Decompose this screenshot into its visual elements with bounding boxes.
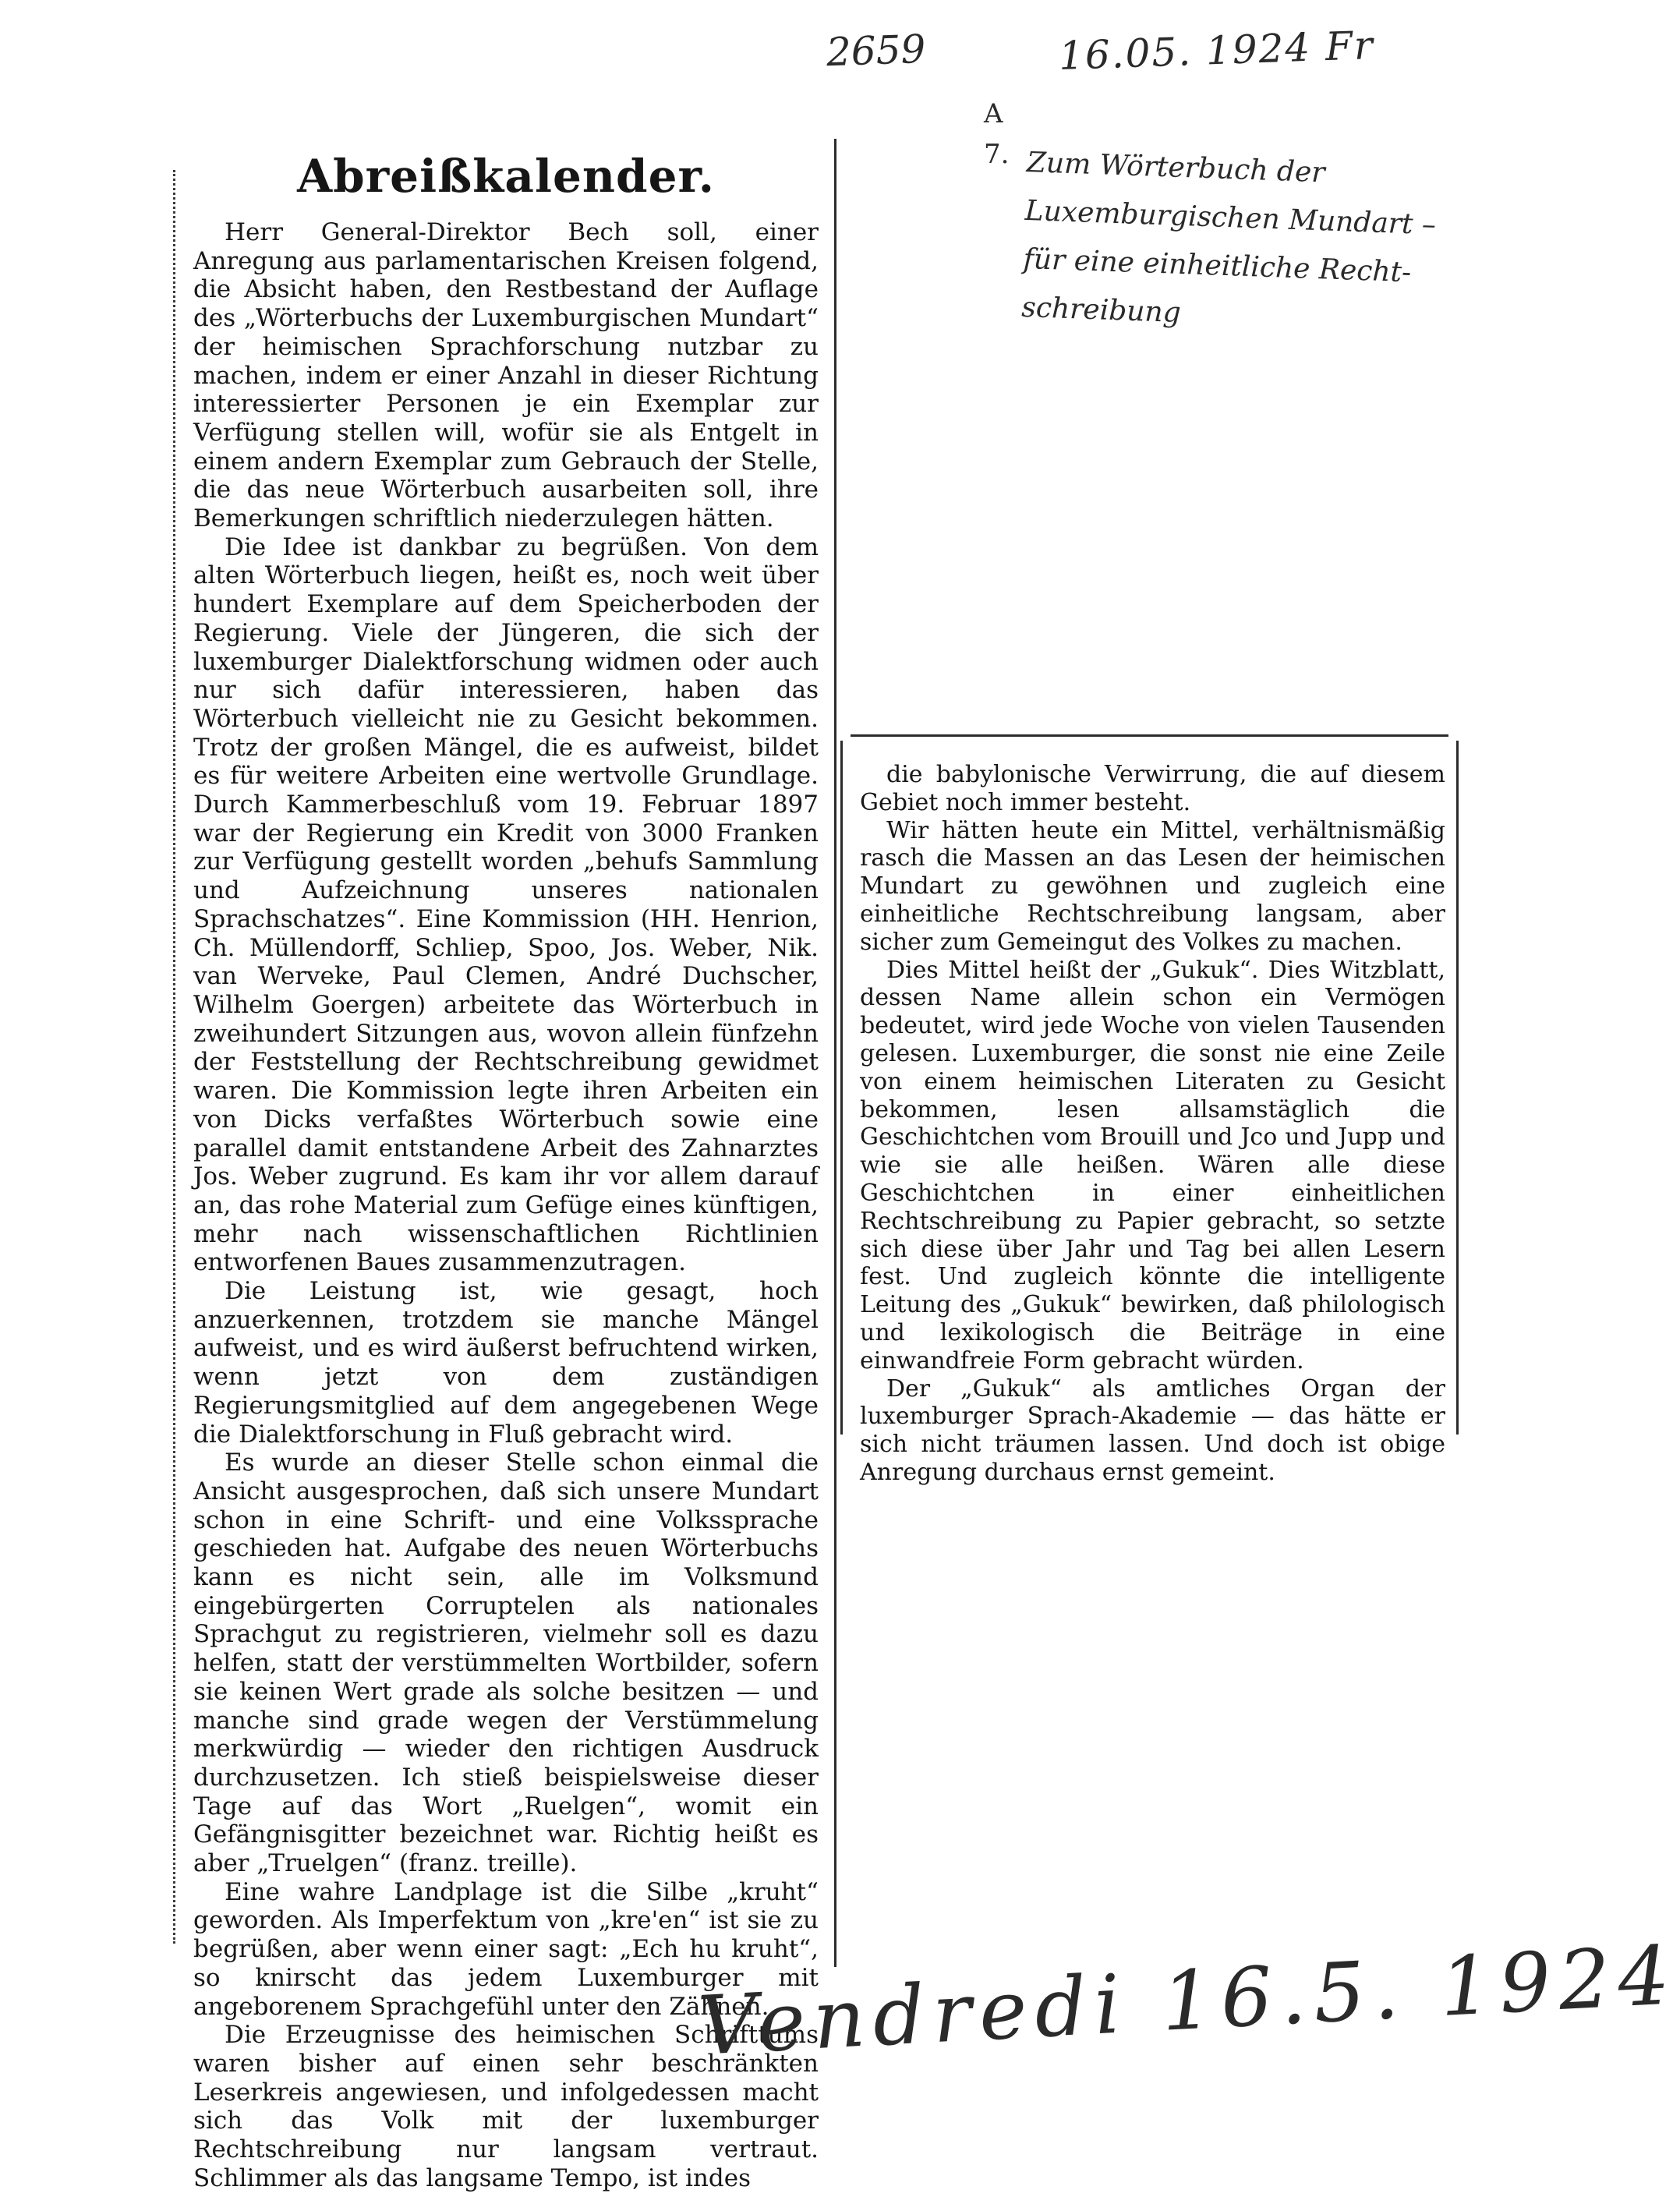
article-paragraph: Dies Mittel heißt der „Gukuk“. Dies Witzblatt, dessen Name allein schon ein Vermögen bedeutet, wird jede Woche von vielen Tausenden gelesen. Luxemburger, die sonst nie eine Zeile von einem heimischen Literaten zu Gesicht bekommen, lesen allsamstäglich die Geschichtchen vom Brouill und Jco und Jupp und wie sie alle heißen. Wären alle diese Geschichtchen in einer einheitlichen Rechtschreibung zu Papier gebracht, so setzte sich diese über Jahr und Tag bei allen Lesern fest. Und zugleich könnte die intelligente Leitung des „Gukuk“ bewirken, daß philologisch und lexikologisch die Beiträge in eine einwandfreie Form gebracht würden. [860, 956, 1445, 1374]
archive-number-annotation: 2659 [826, 26, 927, 76]
article-paragraph: Eine wahre Landplage ist die Silbe „kruht“ geworden. Als Imperfektum von „kre'en“ ist sie zu begrüßen, aber wenn einer sagt: „Ech hu kruht“, so knirscht das jedem Luxemburger mit angeborenem Sprachgefühl unter den Zähnen. [193, 1877, 819, 2021]
handwritten-note: Zum Wörterbuch der Luxemburgischen Mundart – für eine einheitliche Recht- schreibung [1020, 146, 1437, 329]
article-headline: Abreißkalender. [297, 150, 715, 203]
bottom-date-annotation: Vendredi 16.5. 1924 [695, 1927, 1680, 2074]
article-paragraph: Herr General-Direktor Bech soll, einer Anregung aus parlamentarischen Kreisen folgend, die Absicht haben, den Restbestand der Auflage des „Wörterbuchs der Luxemburgischen Mundart“ der heimischen Sprachforschung nutzbar zu machen, indem er einer Anzahl in dieser Richtung interessierter Personen je ein Exemplar zur Verfügung stellen will, wofür sie als Entgelt in einem andern Exemplar zum Gebrauch der Stelle, die das neue Wörterbuch ausarbeiten soll, ihre Bemerkungen schriftlich niederzulegen hätten. [193, 218, 819, 533]
article-paragraph: Die Idee ist dankbar zu begrüßen. Von dem alten Wörterbuch liegen, heißt es, noch weit über hundert Exemplare auf dem Speicherboden der Regierung. Viele der Jüngeren, die sich der luxemburger Dialektforschung widmen oder auch nur sich dafür interessieren, haben das Wörterbuch vielleicht nie zu Gesicht bekommen. Trotz der großen Mängel, die es aufweist, bildet es für weitere Arbeiten eine wertvolle Grundlage. Durch Kammerbeschluß vom 19. Februar 1897 war der Regierung ein Kredit von 3000 Franken zur Verfügung gestellt worden „behufs Sammlung und Aufzeichnung unseres nationalen Sprachschatzes“. Eine Kommission (HH. Henrion, Ch. Müllendorff, Schliep, Spoo, Jos. Weber, Nik. van Werveke, Paul Clemen, André Duchscher, Wilhelm Goergen) arbeitete das Wörterbuch in zweihundert Sitzungen aus, wovon allein fünfzehn der Feststellung der Rechtschreibung gewidmet waren. Die Kommission legte ihren Arbeiten ein von Dicks verfaßtes Wörterbuch sowie eine parallel damit entstandene Arbeit des Zahnarztes Jos. Weber zugrund. Es kam ihr vor allem darauf an, das rohe Material zum Gefüge eines künftigen, mehr nach wissenschaftlichen Richtlinien entworfenen Baues zusammenzutragen. [193, 532, 819, 1277]
header-date-annotation: 16.05. 1924 Fr [1058, 22, 1375, 80]
clipping-right-text [860, 761, 1445, 1487]
article-paragraph: Die Leistung ist, wie gesagt, hoch anzuerkennen, trotzdem sie manche Mängel aufweist, und es wird äußerst befruchtend wirken, wenn jetzt von dem zuständigen Regierungsmitglied auf dem angegebenen Wege die Dialektforschung in Fluß gebracht wird. [193, 1277, 819, 1449]
clipping-column-right [840, 741, 1459, 1486]
article-paragraph: Der „Gukuk“ als amtliches Organ der luxemburger Sprach-Akademie — das hätte er sich nicht träumen lassen. Und doch ist obige Anregung durchaus ernst gemeint. [860, 1374, 1445, 1486]
clipping-column-left [173, 139, 836, 2192]
article-paragraph: Die Erzeugnisse des heimischen Schrifttums waren bisher auf einen sehr beschränkten Leserkreis angewiesen, und infolgedessen macht sich das Volk mit der luxemburger Rechtschreibung nur langsam vertraut. Schlimmer als das langsame Tempo, ist indes [193, 2021, 819, 2192]
article-paragraph: Es wurde an dieser Stelle schon einmal die Ansicht ausgesprochen, daß sich unsere Mundart schon in eine Schrift- und eine Volkssprache geschieden hat. Aufgabe des neuen Wörterbuchs kann es nicht sein, alle im Volksmund eingebürgerten Corruptelen als nationales Sprachgut zu registrieren, vielmehr soll es dazu helfen, statt der verstümmelten Wortbilder, sofern sie keinen Wert grade als solche besitzen — und manche sind grade wegen der Verstümmelung merkwürdig — wieder den richtigen Ausdruck durchzusetzen. Ich stieß beispielsweise dieser Tage auf das Wort „Ruelgen“, womit ein Gefängnisgitter bezeichnet war. Richtig heißt es aber „Truelgen“ (franz. treille). [193, 1449, 819, 1878]
article-paragraph: die babylonische Verwirrung, die auf diesem Gebiet noch immer besteht. [860, 761, 1445, 816]
article-paragraph: Wir hätten heute ein Mittel, verhältnismäßig rasch die Massen an das Lesen der heimischen Mundart zu gewöhnen und zugleich eine einheitliche Rechtschreibung langsam, aber sicher zum Gemeingut des Volkes zu machen. [860, 816, 1445, 956]
clipping-left-text [193, 139, 819, 2193]
margin-marks-annotation: A 7. [984, 98, 1010, 170]
